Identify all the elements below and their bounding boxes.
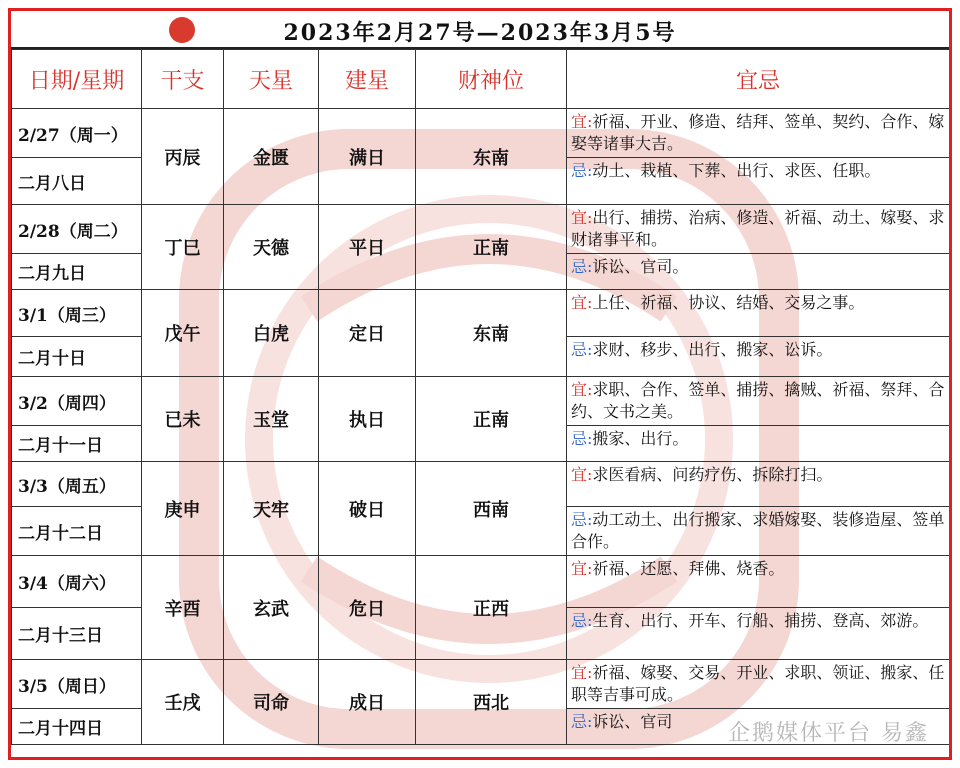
yi-label: 宜: (571, 559, 593, 578)
ganzhi-cell: 壬戌 (142, 660, 224, 745)
ji-label: 忌: (571, 712, 593, 731)
almanac-table (11, 49, 950, 745)
yi-label: 宜: (571, 663, 593, 682)
date-cell: 3/5（周日） (12, 660, 142, 709)
title-bar (11, 11, 949, 49)
table-row (12, 377, 950, 426)
table-row (12, 462, 950, 507)
col-tianxing: 天星 (224, 50, 319, 109)
yi-label: 宜: (571, 380, 593, 399)
ganzhi-cell: 辛酉 (142, 556, 224, 660)
tianxing-cell: 天牢 (224, 462, 319, 556)
col-ganzhi: 干支 (142, 50, 224, 109)
yi-text: 祈福、还愿、拜佛、烧香。 (592, 559, 785, 578)
tianxing-cell: 金匮 (224, 109, 319, 205)
yi-label: 宜: (571, 112, 593, 131)
caishen-cell: 东南 (416, 290, 567, 377)
table-row (12, 556, 950, 608)
ji-label: 忌: (571, 257, 593, 276)
ganzhi-cell: 丙辰 (142, 109, 224, 205)
ji-label: 忌: (571, 429, 593, 448)
ji-cell (567, 158, 950, 205)
platform-watermark: 企鹅媒体平台 易鑫 (728, 721, 929, 746)
header-row (12, 50, 950, 109)
lunar-cell: 二月十二日 (12, 507, 142, 556)
tianxing-cell: 天德 (224, 205, 319, 290)
lunar-cell: 二月十日 (12, 337, 142, 377)
tianxing-cell: 白虎 (224, 290, 319, 377)
ji-label: 忌: (571, 510, 593, 529)
ji-text: 动土、栽植、下葬、出行、求医、任职。 (592, 161, 881, 180)
ji-text: 动工动土、出行搬家、求婚嫁娶、装修造屋、签单合作。 (571, 510, 945, 551)
yi-cell (567, 377, 950, 426)
yi-label: 宜: (571, 208, 593, 227)
ganzhi-cell: 已未 (142, 377, 224, 462)
date-cell: 3/2（周四） (12, 377, 142, 426)
lunar-cell: 二月十三日 (12, 608, 142, 660)
jianxing-cell: 执日 (319, 377, 416, 462)
date-cell: 3/4（周六） (12, 556, 142, 608)
yi-text: 求医看病、问药疗伤、拆除打扫。 (592, 465, 833, 484)
ji-text: 求财、移步、出行、搬家、讼诉。 (592, 340, 833, 359)
caishen-cell: 西南 (416, 462, 567, 556)
date-cell: 3/3（周五） (12, 462, 142, 507)
ji-label: 忌: (571, 611, 593, 630)
ji-text: 搬家、出行。 (592, 429, 689, 448)
yi-text: 求职、合作、签单、捕捞、擒贼、祈福、祭拜、合约、文书之美。 (571, 380, 945, 421)
table-row (12, 290, 950, 337)
tianxing-cell: 玄武 (224, 556, 319, 660)
date-cell: 2/27（周一） (12, 109, 142, 158)
table-row (12, 205, 950, 254)
caishen-cell: 正西 (416, 556, 567, 660)
calendar-frame (8, 8, 952, 760)
ji-cell (567, 254, 950, 290)
table-row (12, 109, 950, 158)
yi-cell (567, 109, 950, 158)
ganzhi-cell: 戊午 (142, 290, 224, 377)
ji-cell (567, 426, 950, 462)
jianxing-cell: 破日 (319, 462, 416, 556)
lunar-cell: 二月八日 (12, 158, 142, 205)
date-cell: 3/1（周三） (12, 290, 142, 337)
caishen-cell: 正南 (416, 205, 567, 290)
ji-text: 诉讼、官司 (592, 712, 673, 731)
ji-text: 生育、出行、开车、行船、捕捞、登高、郊游。 (592, 611, 929, 630)
date-cell: 2/28（周二） (12, 205, 142, 254)
ganzhi-cell: 丁巳 (142, 205, 224, 290)
yi-label: 宜: (571, 465, 593, 484)
yi-cell (567, 660, 950, 709)
ji-label: 忌: (571, 161, 593, 180)
col-caishen: 财神位 (416, 50, 567, 109)
ji-cell (567, 608, 950, 660)
yi-text: 祈福、嫁娶、交易、开业、求职、领证、搬家、任职等吉事可成。 (571, 663, 945, 704)
tianxing-cell: 司命 (224, 660, 319, 745)
page-title: 2023年2月27号—2023年3月5号 (283, 20, 677, 46)
lunar-cell: 二月九日 (12, 254, 142, 290)
ji-cell (567, 507, 950, 556)
tianxing-cell: 玉堂 (224, 377, 319, 462)
lunar-cell: 二月十四日 (12, 709, 142, 745)
ganzhi-cell: 庚申 (142, 462, 224, 556)
ji-cell (567, 337, 950, 377)
yi-cell (567, 462, 950, 507)
caishen-cell: 东南 (416, 109, 567, 205)
table-row (12, 660, 950, 709)
yi-label: 宜: (571, 293, 593, 312)
caishen-cell: 西北 (416, 660, 567, 745)
yi-cell (567, 556, 950, 608)
yi-cell (567, 290, 950, 337)
col-date: 日期/星期 (12, 50, 142, 109)
jianxing-cell: 满日 (319, 109, 416, 205)
col-jianxing: 建星 (319, 50, 416, 109)
jianxing-cell: 平日 (319, 205, 416, 290)
yi-text: 上任、祈福、协议、结婚、交易之事。 (592, 293, 865, 312)
jianxing-cell: 定日 (319, 290, 416, 377)
yi-cell (567, 205, 950, 254)
ji-text: 诉讼、官司。 (592, 257, 689, 276)
jianxing-cell: 成日 (319, 660, 416, 745)
ji-label: 忌: (571, 340, 593, 359)
lunar-cell: 二月十一日 (12, 426, 142, 462)
yi-text: 出行、捕捞、治病、修造、祈福、动土、嫁娶、求财诸事平和。 (571, 208, 945, 249)
yi-text: 祈福、开业、修造、结拜、签单、契约、合作、嫁娶等诸事大吉。 (571, 112, 945, 153)
jianxing-cell: 危日 (319, 556, 416, 660)
caishen-cell: 正南 (416, 377, 567, 462)
col-yiji: 宜忌 (567, 50, 950, 109)
